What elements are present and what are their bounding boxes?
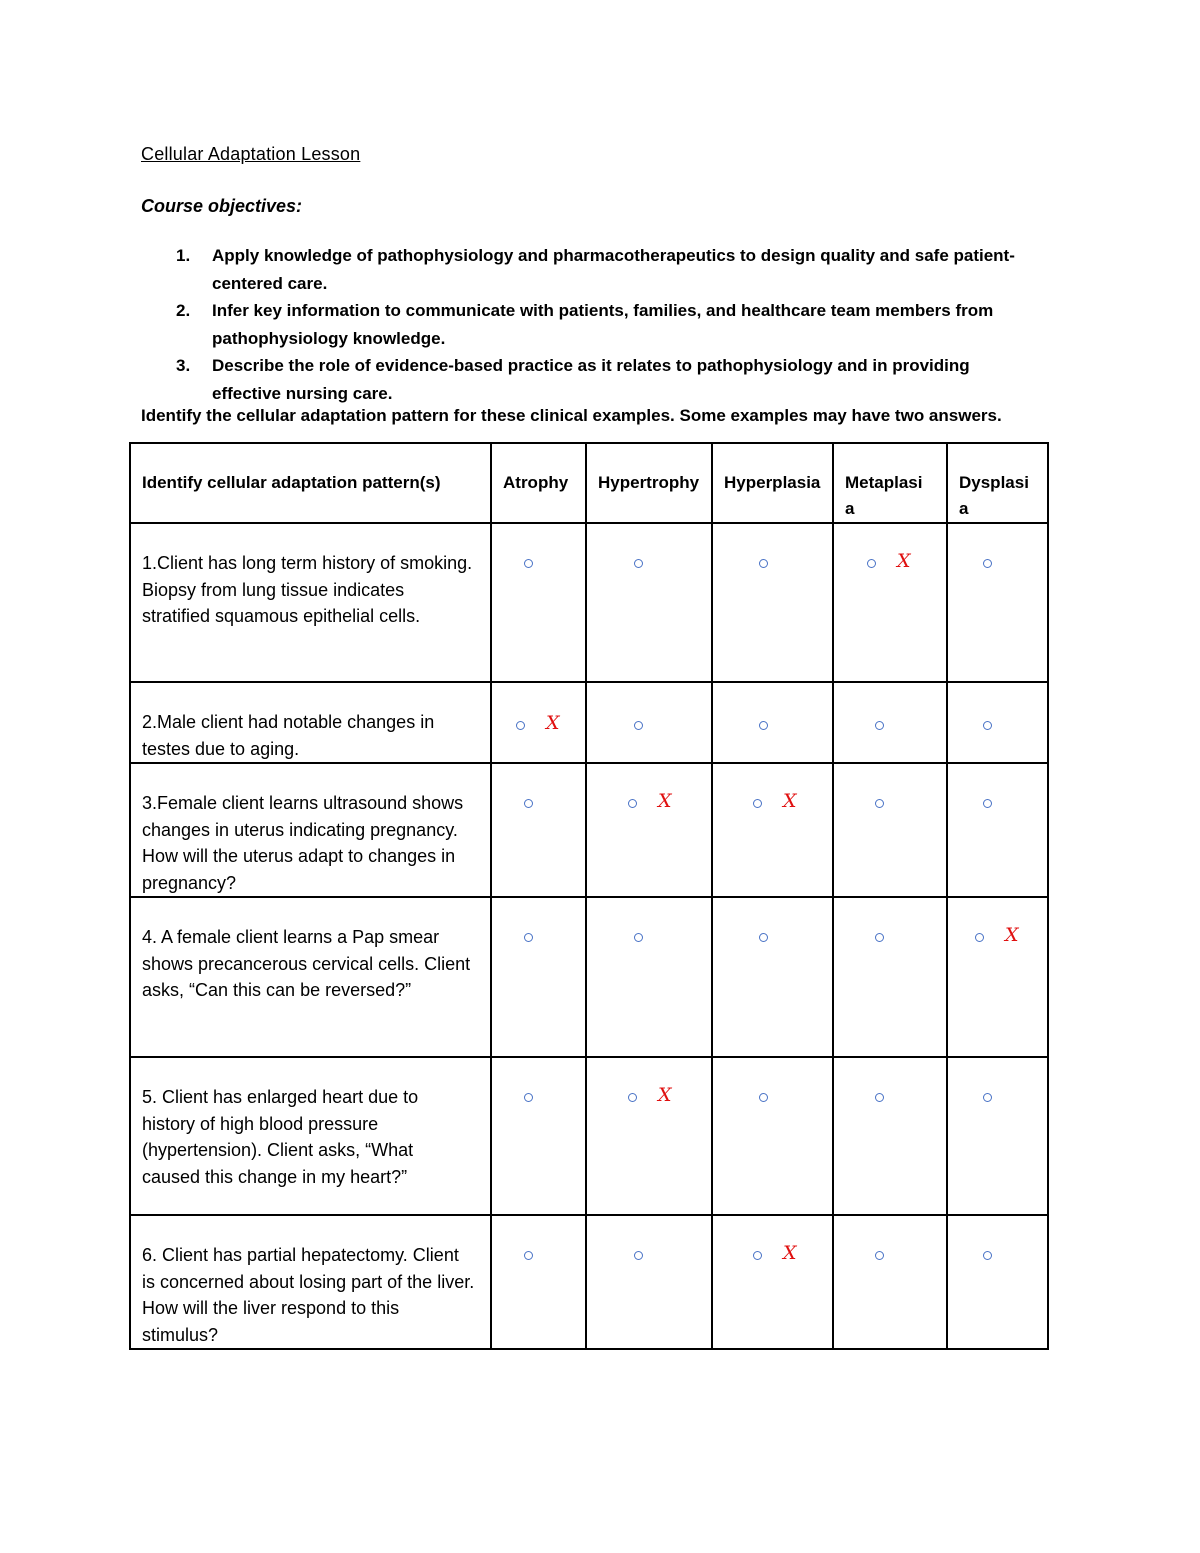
question-cell: 5. Client has enlarged heart due to history of high blood pressure (hypertension). Client asks, “What caused this change in my heart?” (130, 1057, 491, 1215)
objective-text: Describe the role of evidence-based practice as it relates to pathophysiology and in providing effective nursing care. (212, 356, 970, 403)
question-cell: 2.Male client had notable changes in testes due to aging. (130, 682, 491, 763)
question-cell: 3.Female client learns ultrasound shows changes in uterus indicating pregnancy. How will the uterus adapt to changes in pregnancy? (130, 763, 491, 897)
radio-circle-icon[interactable] (759, 721, 768, 730)
objective-number: 2. (176, 301, 191, 320)
adaptation-table (129, 442, 1049, 1350)
radio-circle-icon[interactable] (759, 1093, 768, 1102)
radio-circle-icon[interactable] (628, 1093, 637, 1102)
option-cell[interactable] (712, 682, 833, 763)
radio-circle-icon[interactable] (524, 933, 533, 942)
objective-number: 3. (176, 356, 191, 375)
option-cell[interactable] (491, 523, 586, 682)
option-cell[interactable] (833, 897, 947, 1057)
option-cell[interactable] (586, 1057, 712, 1215)
radio-circle-icon[interactable] (983, 1093, 992, 1102)
radio-circle-icon[interactable] (875, 933, 884, 942)
option-cell[interactable] (491, 763, 586, 897)
objective-number: 1. (176, 246, 191, 265)
header-hyperplasia: Hyperplasia (712, 443, 833, 523)
answer-mark-icon: X (658, 790, 672, 812)
table-row (130, 1215, 1048, 1349)
radio-circle-icon[interactable] (524, 1251, 533, 1260)
radio-circle-icon[interactable] (983, 799, 992, 808)
radio-circle-icon[interactable] (759, 933, 768, 942)
option-cell[interactable] (712, 1215, 833, 1349)
radio-circle-icon[interactable] (753, 1251, 762, 1260)
instruction-text: Identify the cellular adaptation pattern for these clinical examples. Some examples may have two answers. (141, 406, 1002, 425)
radio-circle-icon[interactable] (634, 1251, 643, 1260)
answer-mark-icon: X (1005, 924, 1019, 946)
objectives-list (176, 242, 1036, 407)
table-row (130, 682, 1048, 763)
radio-circle-icon[interactable] (628, 799, 637, 808)
option-cell[interactable] (947, 1215, 1048, 1349)
option-cell[interactable] (947, 763, 1048, 897)
option-cell[interactable] (712, 1057, 833, 1215)
header-dysplasia: Dysplasi a (947, 443, 1048, 523)
radio-circle-icon[interactable] (634, 559, 643, 568)
header-atrophy: Atrophy (491, 443, 586, 523)
option-cell[interactable] (491, 897, 586, 1057)
radio-circle-icon[interactable] (983, 559, 992, 568)
option-cell[interactable] (586, 523, 712, 682)
radio-circle-icon[interactable] (875, 1251, 884, 1260)
radio-circle-icon[interactable] (524, 799, 533, 808)
radio-circle-icon[interactable] (753, 799, 762, 808)
radio-circle-icon[interactable] (875, 799, 884, 808)
option-cell[interactable] (491, 1215, 586, 1349)
question-cell: 1.Client has long term history of smoking. Biopsy from lung tissue indicates stratified squamous epithelial cells. (130, 523, 491, 682)
answer-mark-icon: X (658, 1084, 672, 1106)
option-cell[interactable] (491, 682, 586, 763)
option-cell[interactable] (947, 1057, 1048, 1215)
header-metaplasia: Metaplasi a (833, 443, 947, 523)
option-cell[interactable] (491, 1057, 586, 1215)
question-cell: 4. A female client learns a Pap smear shows precancerous cervical cells. Client asks, “Can this can be reversed?” (130, 897, 491, 1057)
header-row (130, 443, 1048, 523)
option-cell[interactable] (586, 897, 712, 1057)
option-cell[interactable] (833, 763, 947, 897)
radio-circle-icon[interactable] (875, 721, 884, 730)
answer-mark-icon: X (783, 1242, 797, 1264)
table-row (130, 1057, 1048, 1215)
option-cell[interactable] (947, 682, 1048, 763)
question-cell: 6. Client has partial hepatectomy. Client is concerned about losing part of the liver. How will the liver respond to this stimulus? (130, 1215, 491, 1349)
table-row (130, 523, 1048, 682)
answer-mark-icon: X (783, 790, 797, 812)
radio-circle-icon[interactable] (875, 1093, 884, 1102)
radio-circle-icon[interactable] (759, 559, 768, 568)
option-cell[interactable] (833, 1215, 947, 1349)
radio-circle-icon[interactable] (524, 559, 533, 568)
radio-circle-icon[interactable] (867, 559, 876, 568)
radio-circle-icon[interactable] (634, 933, 643, 942)
objective-item (176, 242, 1036, 297)
option-cell[interactable] (947, 523, 1048, 682)
option-cell[interactable] (586, 682, 712, 763)
page-title: Cellular Adaptation Lesson (141, 144, 361, 164)
objective-item (176, 352, 1036, 407)
option-cell[interactable] (833, 682, 947, 763)
answer-mark-icon: X (897, 550, 911, 572)
objectives-heading: Course objectives: (141, 196, 303, 216)
option-cell[interactable] (586, 763, 712, 897)
radio-circle-icon[interactable] (983, 721, 992, 730)
objective-text: Infer key information to communicate with patients, families, and healthcare team members from pathophysiology knowledge. (212, 301, 994, 348)
table-row (130, 763, 1048, 897)
objective-text: Apply knowledge of pathophysiology and pharmacotherapeutics to design quality and safe patient-centered care. (212, 246, 1015, 293)
objective-item (176, 297, 1036, 352)
option-cell[interactable] (586, 1215, 712, 1349)
header-question: Identify cellular adaptation pattern(s) (130, 443, 491, 523)
header-hypertrophy: Hypertrophy (586, 443, 712, 523)
radio-circle-icon[interactable] (634, 721, 643, 730)
option-cell[interactable] (712, 897, 833, 1057)
option-cell[interactable] (833, 523, 947, 682)
radio-circle-icon[interactable] (975, 933, 984, 942)
radio-circle-icon[interactable] (524, 1093, 533, 1102)
option-cell[interactable] (833, 1057, 947, 1215)
table-row (130, 897, 1048, 1057)
radio-circle-icon[interactable] (516, 721, 525, 730)
answer-mark-icon: X (546, 712, 560, 734)
radio-circle-icon[interactable] (983, 1251, 992, 1260)
option-cell[interactable] (712, 523, 833, 682)
option-cell[interactable] (947, 897, 1048, 1057)
option-cell[interactable] (712, 763, 833, 897)
